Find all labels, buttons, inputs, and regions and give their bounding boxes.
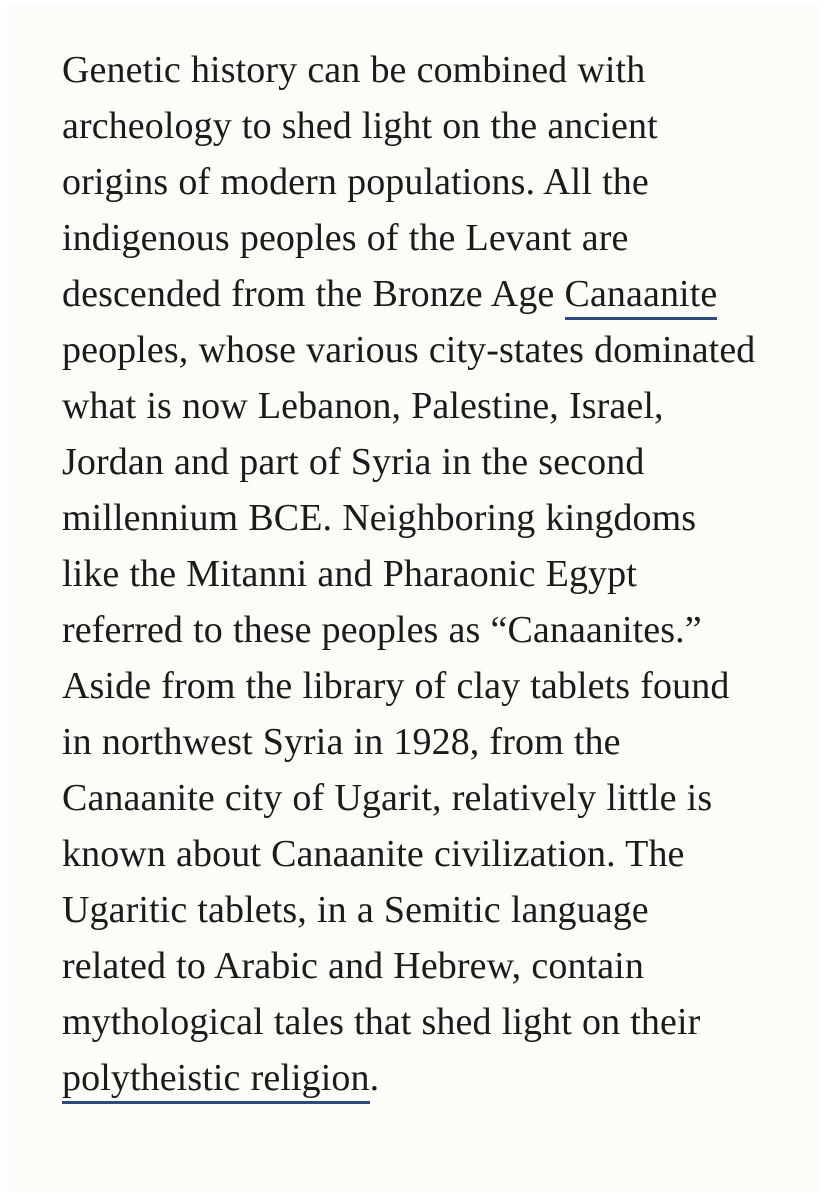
article-body [62, 42, 762, 1106]
paragraph-text-segment-1: Genetic history can be combined with archeology to shed light on the ancient origins of modern populations. All the indigenous peoples of the Levant are descended from the Bronze Age [62, 49, 658, 315]
link-canaanite[interactable]: Canaanite [565, 273, 718, 320]
paragraph [62, 42, 762, 1106]
page-left-edge [0, 0, 7, 1200]
page-right-edge [819, 0, 826, 1200]
paragraph-text-segment-2: peoples, whose various city-states dominated what is now Lebanon, Palestine, Israel, Jordan and part of Syria in the second millennium BCE. Neighboring kingdoms like the Mitanni and Pharaonic Egypt referred to these peoples as “Canaanites.” Aside from the library of clay tablets found in northwest Syria in 1928, from the Canaanite city of Ugarit, relatively little is known about Canaanite civilization. The Ugaritic tablets, in a Semitic language related to Arabic and Hebrew, contain mythological tales that shed light on their [62, 329, 756, 1043]
link-polytheistic-religion[interactable]: polytheistic religion [62, 1057, 370, 1104]
page-top-edge [0, 0, 826, 6]
paragraph-text-segment-3: . [369, 1057, 380, 1099]
page-bottom-edge [0, 1192, 826, 1200]
